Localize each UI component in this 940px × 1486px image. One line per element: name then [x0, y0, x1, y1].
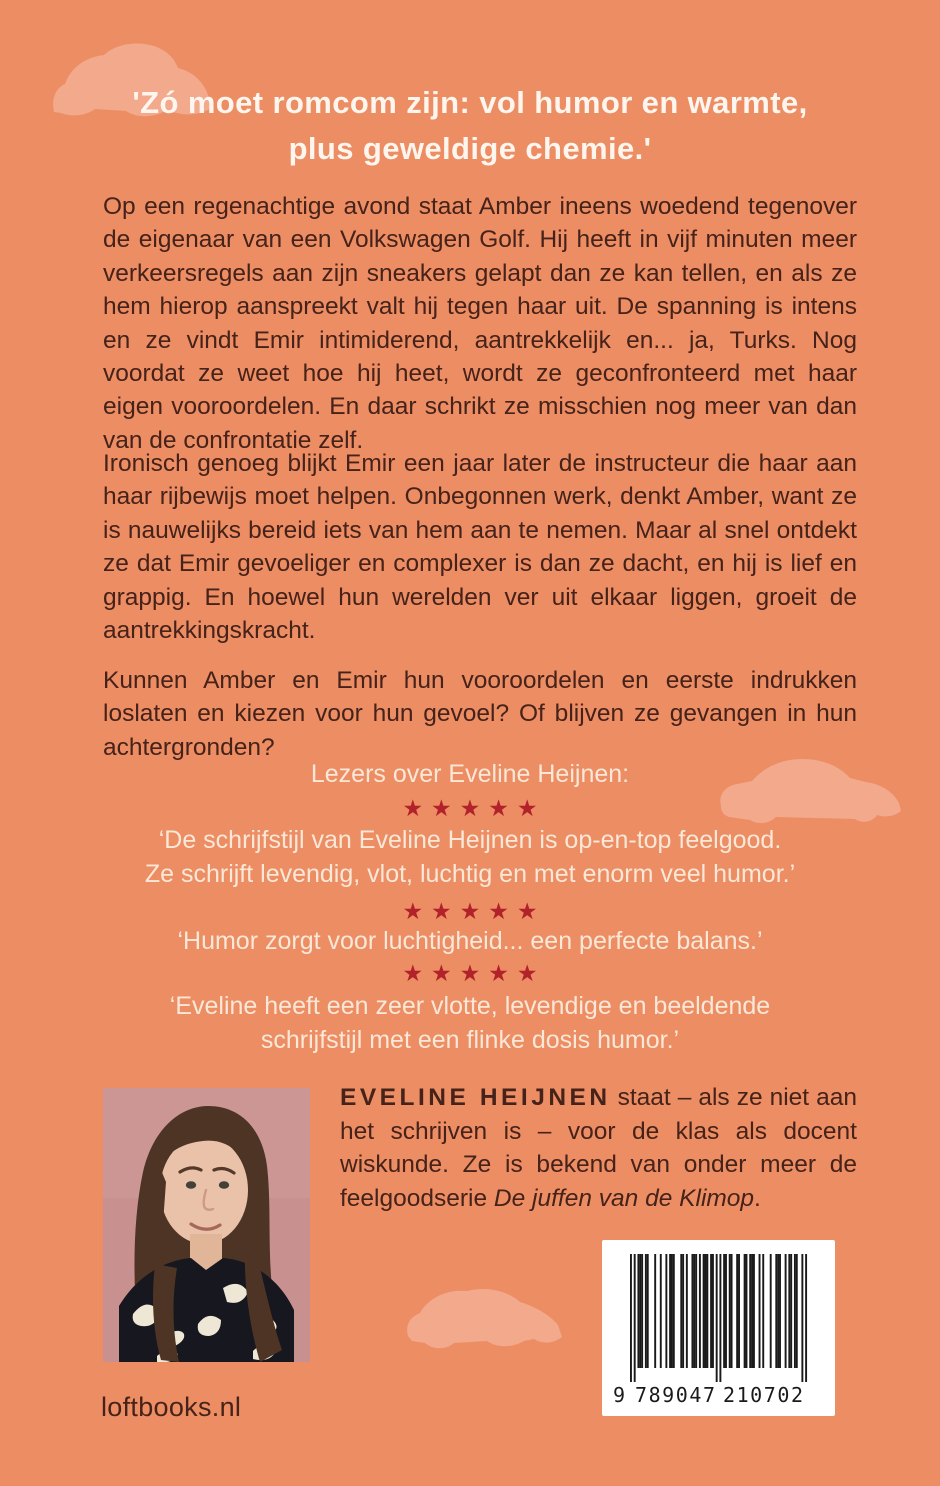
- review-quote-2: [60, 924, 880, 958]
- review-quote-1-line-1: ‘De schrijfstijl van Eveline Heijnen is op-en-top feelgood.: [158, 826, 782, 854]
- review-quote-3-line-1: ‘Eveline heeft een zeer vlotte, levendige en beeldende: [169, 992, 771, 1020]
- review-quote-1: [60, 823, 880, 891]
- reviews-heading: Lezers over Eveline Heijnen:: [310, 760, 630, 788]
- author-name: EVELINE HEIJNEN: [340, 1084, 611, 1111]
- review-quote-3: [60, 989, 880, 1057]
- author-bio: [340, 1081, 857, 1215]
- headline-line-2: plus geweldige chemie.': [288, 131, 652, 166]
- author-bio-text: staat – als ze niet aan het schrijven is – voor de klas als docent wiskunde. Ze is bekend van onder meer de feelgoodserie: [340, 1084, 857, 1212]
- author-photo: [103, 1088, 310, 1362]
- author-bio-suffix: .: [754, 1184, 761, 1212]
- five-stars-rating-icon: ★★★★★: [402, 960, 546, 986]
- synopsis-paragraph-1: Op een regenachtige avond staat Amber ineens woedend tegenover de eigenaar van een Volkswagen Golf. Hij heeft in vijf minuten meer verkeersregels aan zijn sneakers gelapt dan ze kan tellen, en als ze hem hierop aanspreekt valt hij tegen haar uit. De spanning is intens en ze vindt Emir intimiderend, aantrekkelijk en... ja, Turks. Nog voordat ze weet hoe hij heet, wordt ze geconfronteerd met haar eigen vooroordelen. En daar schrikt ze misschien nog meer van dan van de confrontatie zelf.: [103, 193, 857, 454]
- isbn-barcode: [602, 1240, 835, 1416]
- publisher-website: loftbooks.nl: [101, 1392, 242, 1422]
- car-hatchback-silhouette-icon: [402, 1284, 574, 1356]
- series-title: De juffen van de Klimop: [493, 1184, 755, 1212]
- review-quote-3-line-2: schrijfstijl met een flinke dosis humor.’: [260, 1026, 680, 1054]
- author-portrait-illustration: [103, 1088, 310, 1362]
- review-quote-1-line-2: Ze schrijft levendig, vlot, luchtig en met enorm veel humor.’: [144, 860, 796, 888]
- synopsis-paragraph-2: Ironisch genoeg blijkt Emir een jaar later de instructeur die haar aan haar rijbewijs moet helpen. Onbegonnen werk, denkt Amber, want ze is nauwelijks bereid iets van hem aan te nemen. Maar al snel ontdekt ze dat Emir gevoeliger en complexer is dan ze dacht, en hij is lief en grappig. En hoewel hun werelden ver uit elkaar liggen, groeit de aantrekkingskracht.: [103, 450, 857, 645]
- synopsis-paragraph-3: Kunnen Amber en Emir hun vooroordelen en eerste indrukken loslaten en kiezen voor hun gevoel? Of blijven ze gevangen in hun achtergronden?: [103, 667, 857, 761]
- five-stars-rating-icon: ★★★★★: [402, 795, 546, 821]
- svg-text:9: 9: [612, 1383, 625, 1407]
- svg-text:210702: 210702: [723, 1383, 803, 1407]
- headline-quote: [0, 80, 940, 172]
- five-stars-rating-icon: ★★★★★: [402, 898, 546, 924]
- headline-line-1: 'Zó moet romcom zijn: vol humor en warmte,: [132, 85, 808, 120]
- svg-text:789047: 789047: [635, 1383, 715, 1407]
- ean13-barcode-icon: [602, 1240, 835, 1416]
- review-quote-2-line-1: ‘Humor zorgt voor luchtigheid... een perfecte balans.’: [177, 927, 763, 955]
